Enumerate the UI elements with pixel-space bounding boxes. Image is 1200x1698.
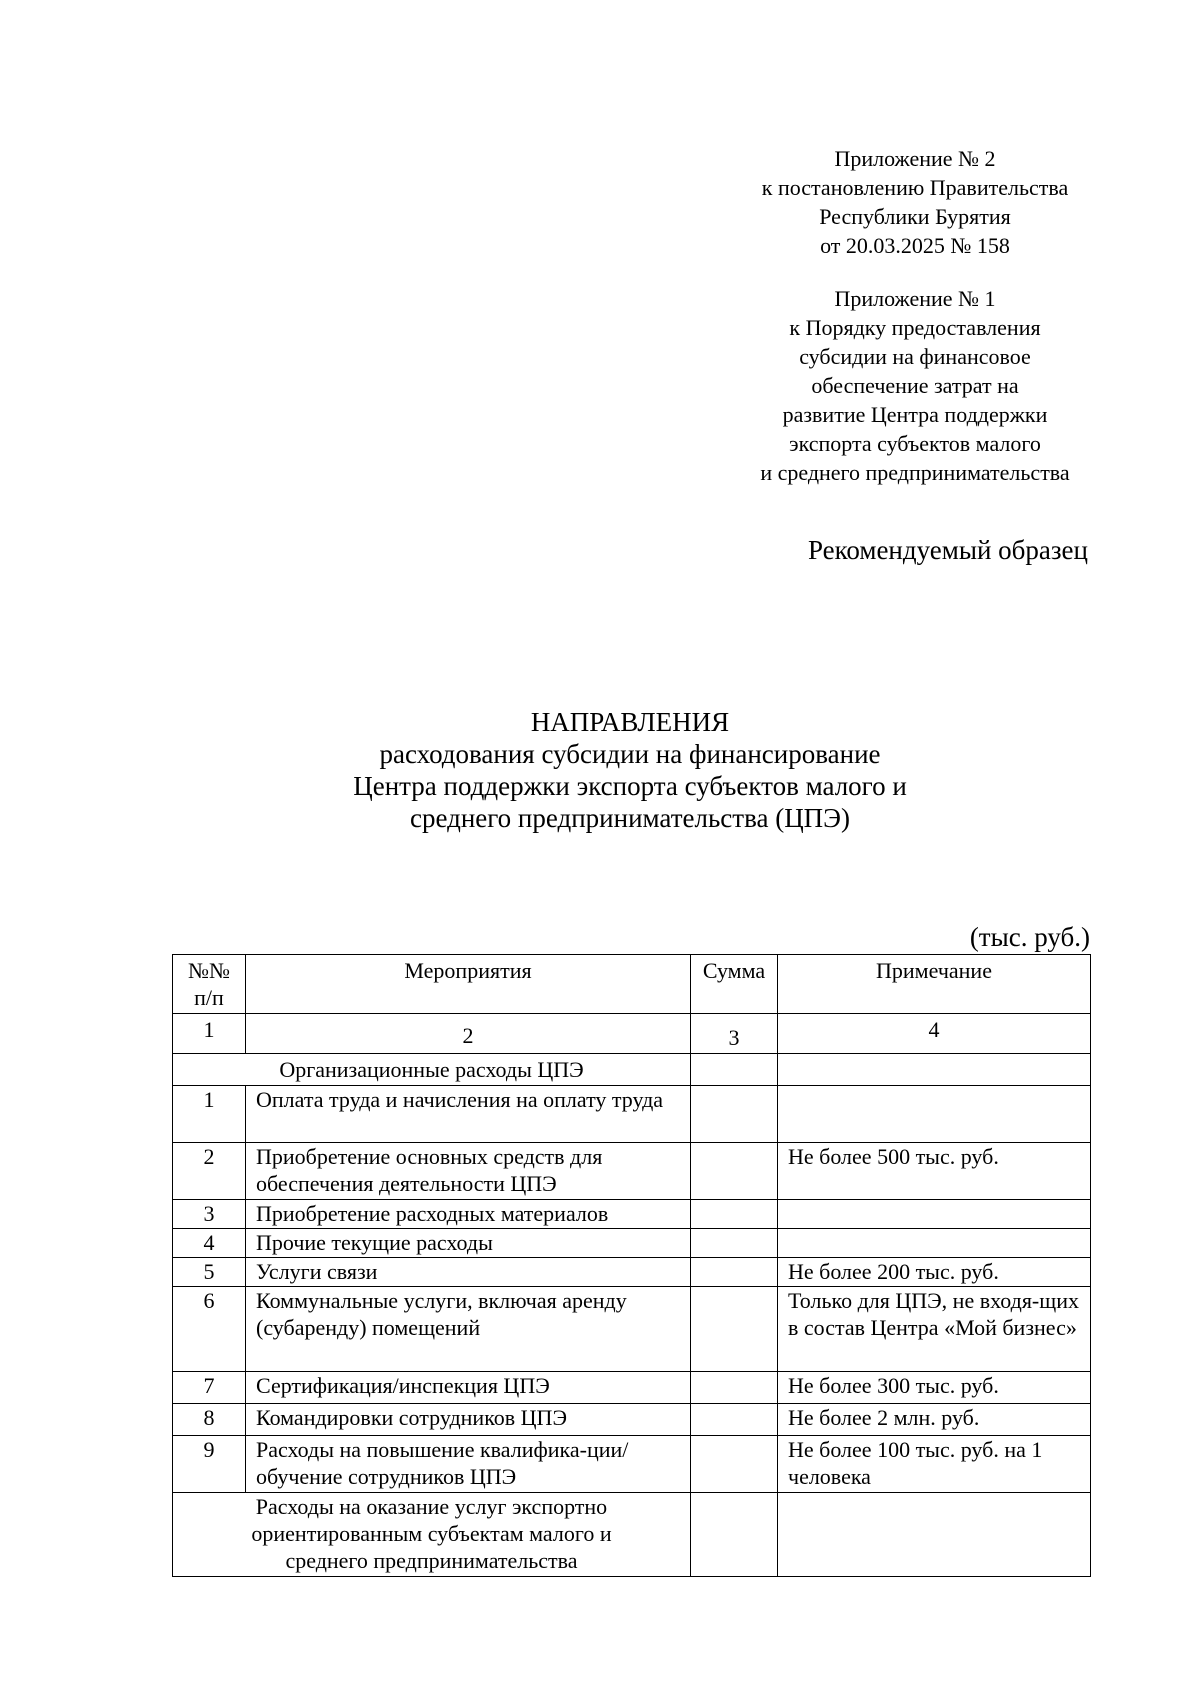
row-num: 2 [173, 1143, 246, 1200]
row-num: 8 [173, 1404, 246, 1436]
annex-line: к постановлению Правительства [761, 175, 1069, 200]
annex-1-reference [735, 284, 1095, 487]
table-row [173, 1086, 1091, 1143]
row-event: Коммунальные услуги, включая аренду (субаренду) помещений [246, 1287, 691, 1372]
column-number: 2 [246, 1014, 691, 1054]
row-sum [691, 1086, 778, 1143]
row-note [778, 1200, 1091, 1229]
table-row [173, 1200, 1091, 1229]
row-note: Только для ЦПЭ, не входя-щих в состав Центра «Мой бизнес» [778, 1287, 1091, 1372]
annex-line: развитие Центра поддержки [782, 402, 1048, 427]
title-heading: НАПРАВЛЕНИЯ [530, 707, 730, 737]
row-num: 1 [173, 1086, 246, 1143]
row-event: Услуги связи [246, 1258, 691, 1287]
column-number: 1 [173, 1014, 246, 1054]
table-row [173, 1229, 1091, 1258]
table-row [173, 1372, 1091, 1404]
row-num: 5 [173, 1258, 246, 1287]
column-number: 4 [778, 1014, 1091, 1054]
annex-line: экспорта субъектов малого [789, 431, 1041, 456]
annex-line: обеспечение затрат на [811, 373, 1019, 398]
row-note: Не более 300 тыс. руб. [778, 1372, 1091, 1404]
row-note: Не более 2 млн. руб. [778, 1404, 1091, 1436]
annex-2-reference [735, 144, 1095, 260]
row-sum [691, 1143, 778, 1200]
annex-line: и среднего предпринимательства [760, 460, 1070, 485]
section-title-organizational: Организационные расходы ЦПЭ [173, 1054, 691, 1086]
row-sum [691, 1404, 778, 1436]
table-row [173, 1143, 1091, 1200]
expenses-table [172, 954, 1091, 1577]
section-row [173, 1054, 1091, 1086]
table-row [173, 1258, 1091, 1287]
title-line: расходования субсидии на финансирование [379, 739, 881, 769]
row-sum [691, 1258, 778, 1287]
row-note [778, 1086, 1091, 1143]
row-event: Прочие текущие расходы [246, 1229, 691, 1258]
annex-line: Приложение № 2 [834, 146, 996, 171]
row-sum [691, 1372, 778, 1404]
table-cell [778, 1054, 1091, 1086]
table-header-row [173, 955, 1091, 1014]
table-row [173, 1436, 1091, 1493]
header-note: Примечание [778, 955, 1091, 1014]
row-note [778, 1229, 1091, 1258]
row-note: Не более 100 тыс. руб. на 1 человека [778, 1436, 1091, 1493]
table-row [173, 1287, 1091, 1372]
title-line: Центра поддержки экспорта субъектов малого и [353, 771, 907, 801]
row-note: Не более 500 тыс. руб. [778, 1143, 1091, 1200]
table-row [173, 1404, 1091, 1436]
column-number: 3 [691, 1014, 778, 1054]
header-event: Мероприятия [246, 955, 691, 1014]
row-sum [691, 1436, 778, 1493]
sample-label: Рекомендуемый образец [807, 535, 1088, 565]
annex-line: от 20.03.2025 № 158 [820, 233, 1010, 258]
header-sum: Сумма [691, 955, 778, 1014]
table-cell [691, 1054, 778, 1086]
row-event: Командировки сотрудников ЦПЭ [246, 1404, 691, 1436]
row-sum [691, 1229, 778, 1258]
row-event: Сертификация/инспекция ЦПЭ [246, 1372, 691, 1404]
units-label: (тыс. руб.) [969, 922, 1090, 952]
row-num: 3 [173, 1200, 246, 1229]
table-cell [778, 1493, 1091, 1577]
title-line: среднего предпринимательства (ЦПЭ) [409, 803, 850, 833]
row-num: 6 [173, 1287, 246, 1372]
row-num: 7 [173, 1372, 246, 1404]
section-title-export-services: Расходы на оказание услуг экспортно ориентированным субъектам малого и среднего предпринимательства [173, 1493, 691, 1577]
header-num: №№ п/п [173, 955, 246, 1014]
row-event: Приобретение основных средств для обеспечения деятельности ЦПЭ [246, 1143, 691, 1200]
row-note: Не более 200 тыс. руб. [778, 1258, 1091, 1287]
column-number-row [173, 1014, 1091, 1054]
document-title [170, 706, 1090, 834]
annex-line: Приложение № 1 [834, 286, 996, 311]
row-event: Приобретение расходных материалов [246, 1200, 691, 1229]
table-cell [691, 1493, 778, 1577]
row-sum [691, 1200, 778, 1229]
row-num: 9 [173, 1436, 246, 1493]
section-row [173, 1493, 1091, 1577]
annex-line: к Порядку предоставления [789, 315, 1041, 340]
row-event: Оплата труда и начисления на оплату труда [246, 1086, 691, 1143]
annex-line: Республики Бурятия [819, 204, 1011, 229]
row-event: Расходы на повышение квалифика-ции/обучение сотрудников ЦПЭ [246, 1436, 691, 1493]
row-num: 4 [173, 1229, 246, 1258]
annex-line: субсидии на финансовое [799, 344, 1031, 369]
row-sum [691, 1287, 778, 1372]
